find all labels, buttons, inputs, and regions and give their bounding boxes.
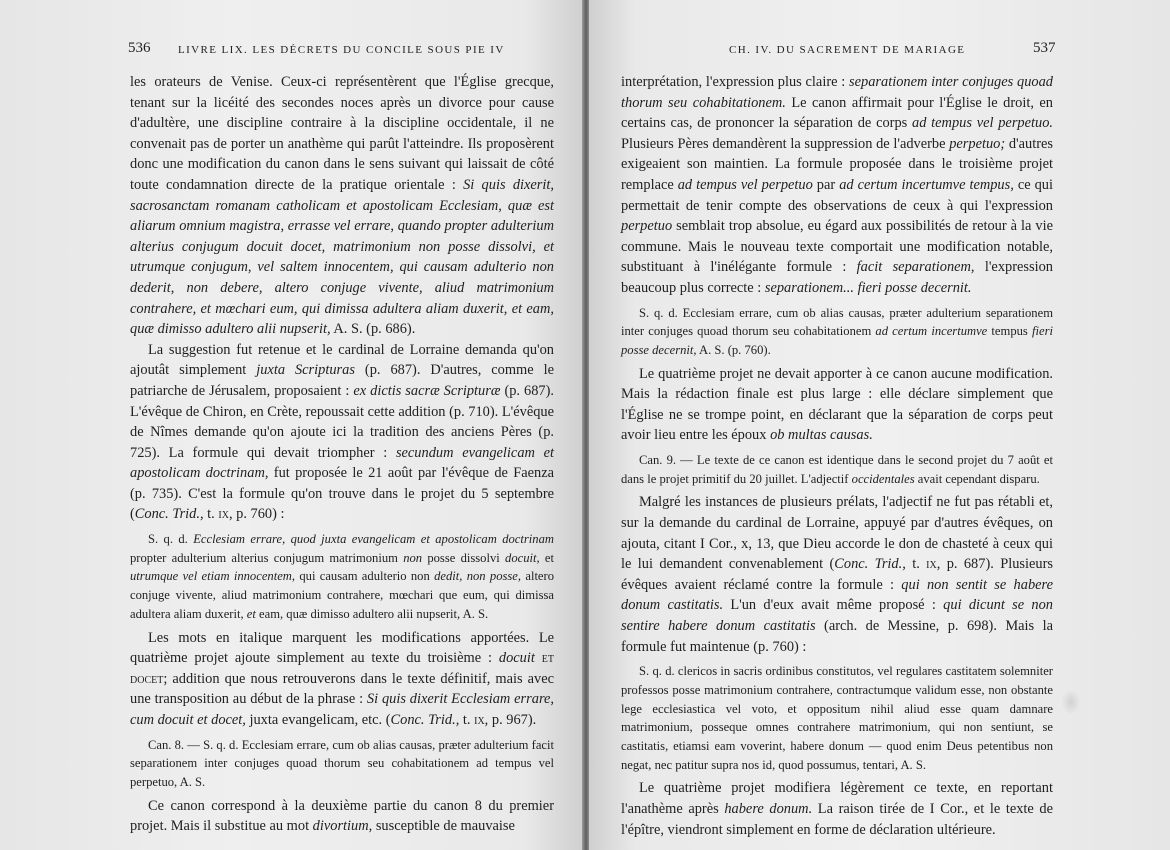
page-number: 537 <box>1033 40 1056 56</box>
paragraph: interprétation, l'expression plus claire : separationem inter conjuges quoad thorum seu cohabitationem. Le canon affirmait pour l'Église le droit, en certains cas, de prononcer la séparation de corps ad tempus vel perpetuo. Plusieurs Pères demandèrent la suppression de l'adverbe perpetuo; d'autres exigeaient son maintien. La formule proposée dans le troisième projet remplace ad tempus vel perpetuo par ad certum incertumve tempus, ce qui permettait de tenir compte des observations de ceux à qui l'expression perpetuo semblait trop absolue, eu égard aux possibilités de retour à la vie commune. Mais le nouveau texte comportait une modification notable, substituant à l'inélégante formule : facit separationem, l'expression beaucoup plus correcte : separationem... fieri posse decernit. <box>621 74 1054 296</box>
paragraph: Malgré les instances de plusieurs prélats, l'adjectif ne fut pas rétabli et, sur la demande du cardinal de Lorraine, appuyé par d'autres évêques, on ajouta, citant I Cor., x, 13, que Dieu accorde le don de chasteté à ceux qui le lui demandent convenablement (Conc. Trid., t. ix, p. 687). Plusieurs évêques avaient réclamé contre la formule : qui non sentit se habere donum castitatis. L'un d'eux avait même proposé : qui dicunt se non sentire habere donum castitatis (arch. de Messine, p. 698). Mais la formule fut maintenue (p. 760) : <box>621 494 1053 655</box>
left-page <box>0 0 583 850</box>
page-number: 536 <box>128 40 151 56</box>
paper-stain <box>1062 690 1080 714</box>
canon-text: Can. 8. — S. q. d. Ecclesiam errare, cum ob alias causas, præter adulterium facit separationem inter conjuges quoad thorum seu cohabitationem ad tempus vel perpetuo, A. S. <box>130 737 554 789</box>
paragraph: Les mots en italique marquent les modifications apportées. Le quatrième projet ajoute simplement au texte du troisième : docuit et docet; addition que nous retrouverons dans le texte définitif, mais avec une transposition au début de la phrase : Si quis dixerit Ecclesiam errare, cum docuit et docet, juxta evangelicam, etc. (Conc. Trid., t. ix, p. 967). <box>130 629 554 728</box>
latin-quote: S. q. d. Ecclesiam errare, cum ob alias causas, præter adulterium separationem inter conjuges quoad thorum seu cohabitationem ad certum incertumve tempus fieri posse decernit, A. S. (p. 760). <box>621 305 1053 357</box>
running-head: CH. IV. DU SACREMENT DE MARIAGE <box>729 44 966 56</box>
latin-quote: S. q. d. Ecclesiam errare, quod juxta evangelicam et apostolicam doctrinam propter adulterium alterius conjugum matrimonium non posse dissolvi docuit, et utrumque vel etiam innocentem, qui causam adulterio non dedit, non posse, altero conjuge vivente, aliud matrimonium contrahere, mœchari que eum, qui dimissa adultera aliam duxerit, et eam, quæ dimisso adultero alii nupserit, A. S. <box>130 532 555 621</box>
paragraph: Le quatrième projet modifiera légèrement ce texte, en reportant l'anathème après habere donum. La raison tirée de I Cor., et le texte de l'épître, viendront simplement en forme de déclaration ultérieure. <box>621 780 1054 838</box>
paragraph: La suggestion fut retenue et le cardinal de Lorraine demanda qu'on ajoutât simplement juxta Scripturas (p. 687). D'autres, comme le patriarche de Jérusalem, proposaient : ex dictis sacræ Scripturæ (p. 687). L'évêque de Chiron, en Crète, repoussait cette addition (p. 710). L'évêque de Nîmes demande qu'on ajoute ici la tradition des anciens Pères (p. 725). La formule qui devait triompher : secundum evangelicam et apostolicam doctrinam, fut proposée le 21 août par l'évêque de Faenza (p. 735). C'est la formule qu'on trouve dans le projet du 5 septembre (Conc. Trid., t. ix, p. 760) : <box>130 341 555 523</box>
right-page <box>589 0 1170 850</box>
running-head: LIVRE LIX. LES DÉCRETS DU CONCILE SOUS PIE IV <box>178 44 505 56</box>
page-body <box>130 72 554 837</box>
latin-quote: S. q. d. clericos in sacris ordinibus constitutos, vel regulares castitatem solemniter professos posse matrimonium contrahere, contractumque validum esse, non obstante lege ecclesiastica vel voto, et oppositum nihil aliud esse quam damnare matrimonium, posseque omnes contrahere matrimonium, qui non sentiunt, se castitatis, etiamsi eam voverint, habere donum — quod enim Deus petentibus non negat, nec patitur supra nos id, quod possumus, tentari, A. S. <box>621 664 1053 772</box>
page-body <box>621 72 1053 840</box>
paragraph: Ce canon correspond à la deuxième partie du canon 8 du premier projet. Mais il substitue au mot divortium, susceptible de mauvaise <box>130 797 554 835</box>
paragraph: Le quatrième projet ne devait apporter à ce canon aucune modification. Mais la rédaction finale est plus large : elle déclare simplement que l'Église ne se trompe point, en déclarant que la séparation de corps peut avoir lieu entre les époux ob multas causas. <box>621 365 1053 444</box>
paragraph: les orateurs de Venise. Ceux-ci représentèrent que l'Église grecque, tenant sur la licéité des secondes noces après un divorce pour cause d'adultère, une discipline contraire à la discipline occidentale, il ne convenait pas de porter un anathème qui parût l'atteindre. Ils proposèrent donc une modification du canon dans le sens suivant qui laissait de côté toute condamnation directe de la pratique orientale : Si quis dixerit, sacrosanctam romanam catholicam et apostolicam Ecclesiam, quæ est aliarum omnium magistra, errasse vel errare, quando propter adulterium alterius conjugum docuit docet, matrimonium non posse dissolvi, et utrumque conjugum, vel saltem innocentem, qui causam adulterio non dederit, non debere, altero conjuge vivente, aliud matrimonium contrahere, et mœchari eum, qui dimissa adultera aliam duxerit, et eam, quæ dimisso adultero alii nupserit, A. S. (p. 686). <box>130 74 554 338</box>
canon-text: Can. 9. — Le texte de ce canon est identique dans le second projet du 7 août et dans le projet primitif du 20 juillet. L'adjectif occidentales avait cependant disparu. <box>621 453 1053 486</box>
